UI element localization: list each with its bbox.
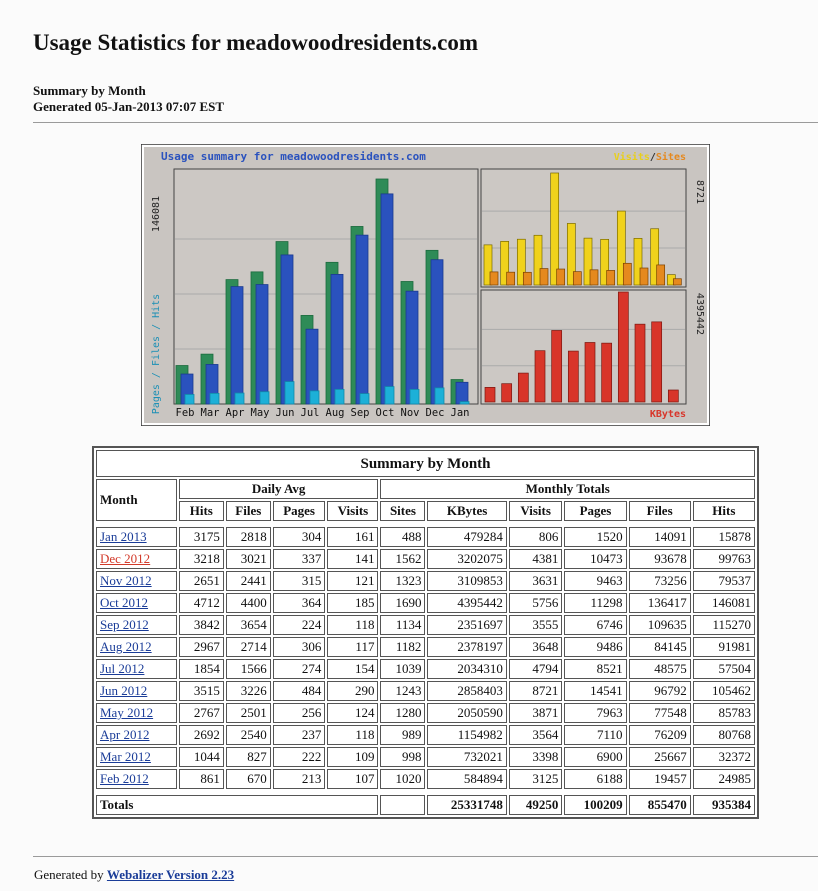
footer-prefix: Generated by [34,867,104,882]
monthly-cell: 79537 [693,571,755,591]
bar-kbytes [535,351,545,402]
monthly-cell: 1020 [380,769,425,789]
monthly-cell: 4395442 [427,593,506,613]
daily-cell: 2501 [226,703,271,723]
monthly-cell: 1039 [380,659,425,679]
totals-sites [380,795,425,815]
table-row [96,571,755,591]
monthly-cell: 2034310 [427,659,506,679]
daily-cell: 2818 [226,527,271,547]
monthly-cell: 3202075 [427,549,506,569]
bar-pages-may [260,392,269,404]
monthly-cell: 1243 [380,681,425,701]
monthly-cell: 1280 [380,703,425,723]
x-tick-label: Aug [325,407,345,419]
month-cell [96,527,177,547]
page-subtitle: Summary by Month [33,83,146,98]
kbytes-label: KBytes [649,409,686,420]
x-tick-label: Jun [275,407,295,419]
monthly-cell: 4381 [509,549,563,569]
monthly-cell: 115270 [693,615,755,635]
bar-sites [523,272,531,285]
bar-pages-dec [435,388,444,404]
generated-timestamp: Generated 05-Jan-2013 07:07 EST [33,99,225,114]
daily-cell: 107 [327,769,378,789]
monthly-col-header: Pages [564,501,626,521]
bar-kbytes [668,390,678,402]
daily-cell: 274 [273,659,326,679]
monthly-cell: 84145 [629,637,691,657]
bar-kbytes [652,322,662,402]
bar-sites [573,272,581,285]
bar-pages-mar [210,393,219,404]
monthly-col-header: KBytes [427,501,506,521]
month-cell [96,615,177,635]
monthly-cell: 109635 [629,615,691,635]
bar-kbytes [485,387,495,402]
daily-cell: 290 [327,681,378,701]
month-link[interactable]: Feb 2012 [100,771,149,786]
monthly-cell: 15878 [693,527,755,547]
bar-kbytes [585,342,595,402]
footer [34,867,234,883]
daily-cell: 304 [273,527,326,547]
bar-sites [673,279,681,285]
table-row [96,681,755,701]
month-link[interactable]: Dec 2012 [100,551,151,566]
monthly-cell: 1154982 [427,725,506,745]
daily-col-header: Pages [273,501,326,521]
monthly-cell: 11298 [564,593,626,613]
daily-cell: 118 [327,725,378,745]
monthly-cell: 76209 [629,725,691,745]
bar-files-jan [456,382,468,404]
daily-cell: 3226 [226,681,271,701]
monthly-cell: 32372 [693,747,755,767]
month-cell [96,659,177,679]
monthly-cell: 2858403 [427,681,506,701]
monthly-cell: 2351697 [427,615,506,635]
monthly-cell: 136417 [629,593,691,613]
monthly-cell: 48575 [629,659,691,679]
bar-pages-jan [460,402,469,404]
month-header: Month [96,479,177,521]
daily-cell: 256 [273,703,326,723]
monthly-cell: 1182 [380,637,425,657]
x-tick-label: Nov [400,407,420,419]
monthly-cell: 584894 [427,769,506,789]
table-caption: Summary by Month [96,450,755,477]
daily-cell: 3175 [179,527,224,547]
month-cell [96,637,177,657]
monthly-cell: 8721 [509,681,563,701]
daily-cell: 2767 [179,703,224,723]
totals-visits: 49250 [509,795,563,815]
monthly-cell: 24985 [693,769,755,789]
bar-sites [557,269,565,285]
totals-hits: 935384 [693,795,755,815]
bar-files-apr [231,287,243,404]
monthly-cell: 6746 [564,615,626,635]
bar-pages-sep [360,394,369,404]
bar-files-sep [356,235,368,404]
daily-cell: 306 [273,637,326,657]
monthly-cell: 7963 [564,703,626,723]
monthly-cell: 3109853 [427,571,506,591]
monthly-cell: 1520 [564,527,626,547]
daily-cell: 124 [327,703,378,723]
month-link[interactable]: Mar 2012 [100,749,151,764]
month-cell [96,593,177,613]
monthly-cell: 73256 [629,571,691,591]
divider-bottom [33,856,818,857]
monthly-cell: 19457 [629,769,691,789]
daily-cell: 185 [327,593,378,613]
daily-cell: 3654 [226,615,271,635]
bar-files-aug [331,274,343,404]
bar-kbytes [552,330,562,402]
visits-max-label: 8721 [694,179,705,205]
daily-cell: 1044 [179,747,224,767]
bar-sites [607,270,615,285]
x-tick-label: Feb [175,407,195,419]
monthly-cell: 8521 [564,659,626,679]
monthly-cell: 57504 [693,659,755,679]
month-cell [96,703,177,723]
monthly-col-header: Hits [693,501,755,521]
monthly-cell: 85783 [693,703,755,723]
bar-kbytes [568,351,578,402]
daily-cell: 2540 [226,725,271,745]
bar-pages-nov [410,389,419,404]
monthly-cell: 989 [380,725,425,745]
daily-col-header: Hits [179,501,224,521]
bar-kbytes [618,292,628,402]
daily-cell: 2651 [179,571,224,591]
bar-kbytes [602,343,612,402]
table-row [96,593,755,613]
table-row [96,549,755,569]
visits-sites-legend [614,151,686,163]
bar-sites [507,272,515,285]
daily-cell: 2441 [226,571,271,591]
month-link[interactable]: Nov 2012 [100,573,152,588]
daily-cell: 861 [179,769,224,789]
monthly-cell: 9486 [564,637,626,657]
totals-kbytes: 25331748 [427,795,506,815]
bar-files-may [256,285,268,404]
x-tick-label: May [250,407,270,419]
legend-separator: / [649,152,656,163]
daily-cell: 222 [273,747,326,767]
bar-pages-oct [385,387,394,404]
monthly-cell: 1323 [380,571,425,591]
daily-cell: 315 [273,571,326,591]
monthly-cell: 3555 [509,615,563,635]
monthly-cell: 3631 [509,571,563,591]
x-tick-label: Dec [425,407,445,419]
daily-col-header: Files [226,501,271,521]
bar-sites [540,269,548,285]
totals-row [96,795,755,815]
bar-pages-jul [310,391,319,404]
monthly-cell: 77548 [629,703,691,723]
month-link[interactable]: Oct 2012 [100,595,149,610]
monthly-cell: 732021 [427,747,506,767]
bar-pages-jun [285,382,294,404]
divider-top [33,122,818,123]
monthly-cell: 3564 [509,725,563,745]
month-cell [96,571,177,591]
bar-pages-aug [335,389,344,404]
bar-files-oct [381,194,393,404]
monthly-cell: 488 [380,527,425,547]
monthly-cell: 1562 [380,549,425,569]
bar-kbytes [518,373,528,402]
month-link[interactable]: Jun 2012 [100,683,148,698]
monthly-cell: 91981 [693,637,755,657]
daily-cell: 827 [226,747,271,767]
monthly-totals-header: Monthly Totals [380,479,755,499]
bar-sites [640,268,648,285]
legend-sites: Sites [655,152,686,163]
daily-cell: 4400 [226,593,271,613]
daily-cell: 3218 [179,549,224,569]
monthly-cell: 105462 [693,681,755,701]
monthly-cell: 3398 [509,747,563,767]
x-tick-label: Apr [225,407,245,419]
monthly-cell: 14091 [629,527,691,547]
month-cell [96,725,177,745]
daily-cell: 1566 [226,659,271,679]
bar-kbytes [635,324,645,402]
daily-cell: 2692 [179,725,224,745]
x-tick-label: Oct [375,407,395,419]
totals-label: Totals [96,795,378,815]
monthly-cell: 14541 [564,681,626,701]
daily-cell: 2967 [179,637,224,657]
month-link[interactable]: Aug 2012 [100,639,152,654]
monthly-col-header: Visits [509,501,563,521]
daily-cell: 109 [327,747,378,767]
main-y-axis-label: Pages / Files / Hits [151,293,162,415]
monthly-col-header: Sites [380,501,425,521]
monthly-cell: 80768 [693,725,755,745]
daily-cell: 1854 [179,659,224,679]
month-link[interactable]: Jul 2012 [100,661,145,676]
monthly-cell: 3871 [509,703,563,723]
daily-cell: 237 [273,725,326,745]
monthly-cell: 6900 [564,747,626,767]
daily-cell: 364 [273,593,326,613]
month-link[interactable]: May 2012 [100,705,154,720]
daily-cell: 117 [327,637,378,657]
bar-sites [590,270,598,285]
daily-cell: 118 [327,615,378,635]
month-cell [96,747,177,767]
bar-kbytes [502,384,512,402]
x-tick-label: Jul [300,407,320,419]
monthly-cell: 7110 [564,725,626,745]
graph-title: Usage summary for meadowoodresidents.com [161,150,426,163]
bar-files-dec [431,260,443,404]
monthly-cell: 93678 [629,549,691,569]
bar-pages-feb [185,394,194,404]
daily-cell: 670 [226,769,271,789]
monthly-cell: 99763 [693,549,755,569]
monthly-cell: 3648 [509,637,563,657]
monthly-cell: 998 [380,747,425,767]
month-cell [96,681,177,701]
x-tick-label: Mar [200,407,220,419]
summary-table [92,446,759,819]
monthly-cell: 1690 [380,593,425,613]
table-row [96,615,755,635]
daily-avg-header: Daily Avg [179,479,379,499]
monthly-cell: 146081 [693,593,755,613]
daily-cell: 4712 [179,593,224,613]
monthly-col-header: Files [629,501,691,521]
kbytes-max-label: 4395442 [694,292,705,336]
bar-pages-apr [235,393,244,404]
month-cell [96,549,177,569]
monthly-cell: 6188 [564,769,626,789]
table-row [96,703,755,723]
month-cell [96,769,177,789]
table-row [96,769,755,789]
table-row [96,747,755,767]
month-link[interactable]: Apr 2012 [100,727,150,742]
daily-cell: 154 [327,659,378,679]
monthly-cell: 9463 [564,571,626,591]
monthly-cell: 2050590 [427,703,506,723]
monthly-cell: 1134 [380,615,425,635]
bar-visits [551,173,559,285]
main-max-label: 146081 [151,195,162,233]
x-tick-label: Jan [450,407,470,419]
table-row [96,527,755,547]
monthly-cell: 806 [509,527,563,547]
daily-cell: 224 [273,615,326,635]
page-title: Usage Statistics for meadowoodresidents.com [33,30,479,55]
table-row [96,725,755,745]
month-link[interactable]: Sep 2012 [100,617,149,632]
bar-sites [657,265,665,285]
webalizer-link[interactable]: Webalizer Version 2.23 [106,867,235,882]
daily-col-header: Visits [327,501,378,521]
table-row [96,637,755,657]
totals-files: 855470 [629,795,691,815]
daily-cell: 141 [327,549,378,569]
x-tick-label: Sep [350,407,370,419]
month-link[interactable]: Jan 2013 [100,529,147,544]
usage-summary-graph [141,144,710,426]
legend-visits: Visits [613,152,650,163]
monthly-cell: 3125 [509,769,563,789]
daily-cell: 213 [273,769,326,789]
daily-cell: 484 [273,681,326,701]
daily-cell: 121 [327,571,378,591]
totals-pages: 100209 [564,795,626,815]
monthly-cell: 5756 [509,593,563,613]
bar-sites [490,272,498,285]
monthly-cell: 4794 [509,659,563,679]
monthly-cell: 25667 [629,747,691,767]
daily-cell: 2714 [226,637,271,657]
bar-files-nov [406,291,418,404]
monthly-cell: 10473 [564,549,626,569]
daily-cell: 3515 [179,681,224,701]
daily-cell: 3021 [226,549,271,569]
daily-cell: 337 [273,549,326,569]
daily-cell: 161 [327,527,378,547]
daily-cell: 3842 [179,615,224,635]
monthly-cell: 2378197 [427,637,506,657]
table-row [96,659,755,679]
monthly-cell: 479284 [427,527,506,547]
bar-sites [623,263,631,285]
monthly-cell: 96792 [629,681,691,701]
